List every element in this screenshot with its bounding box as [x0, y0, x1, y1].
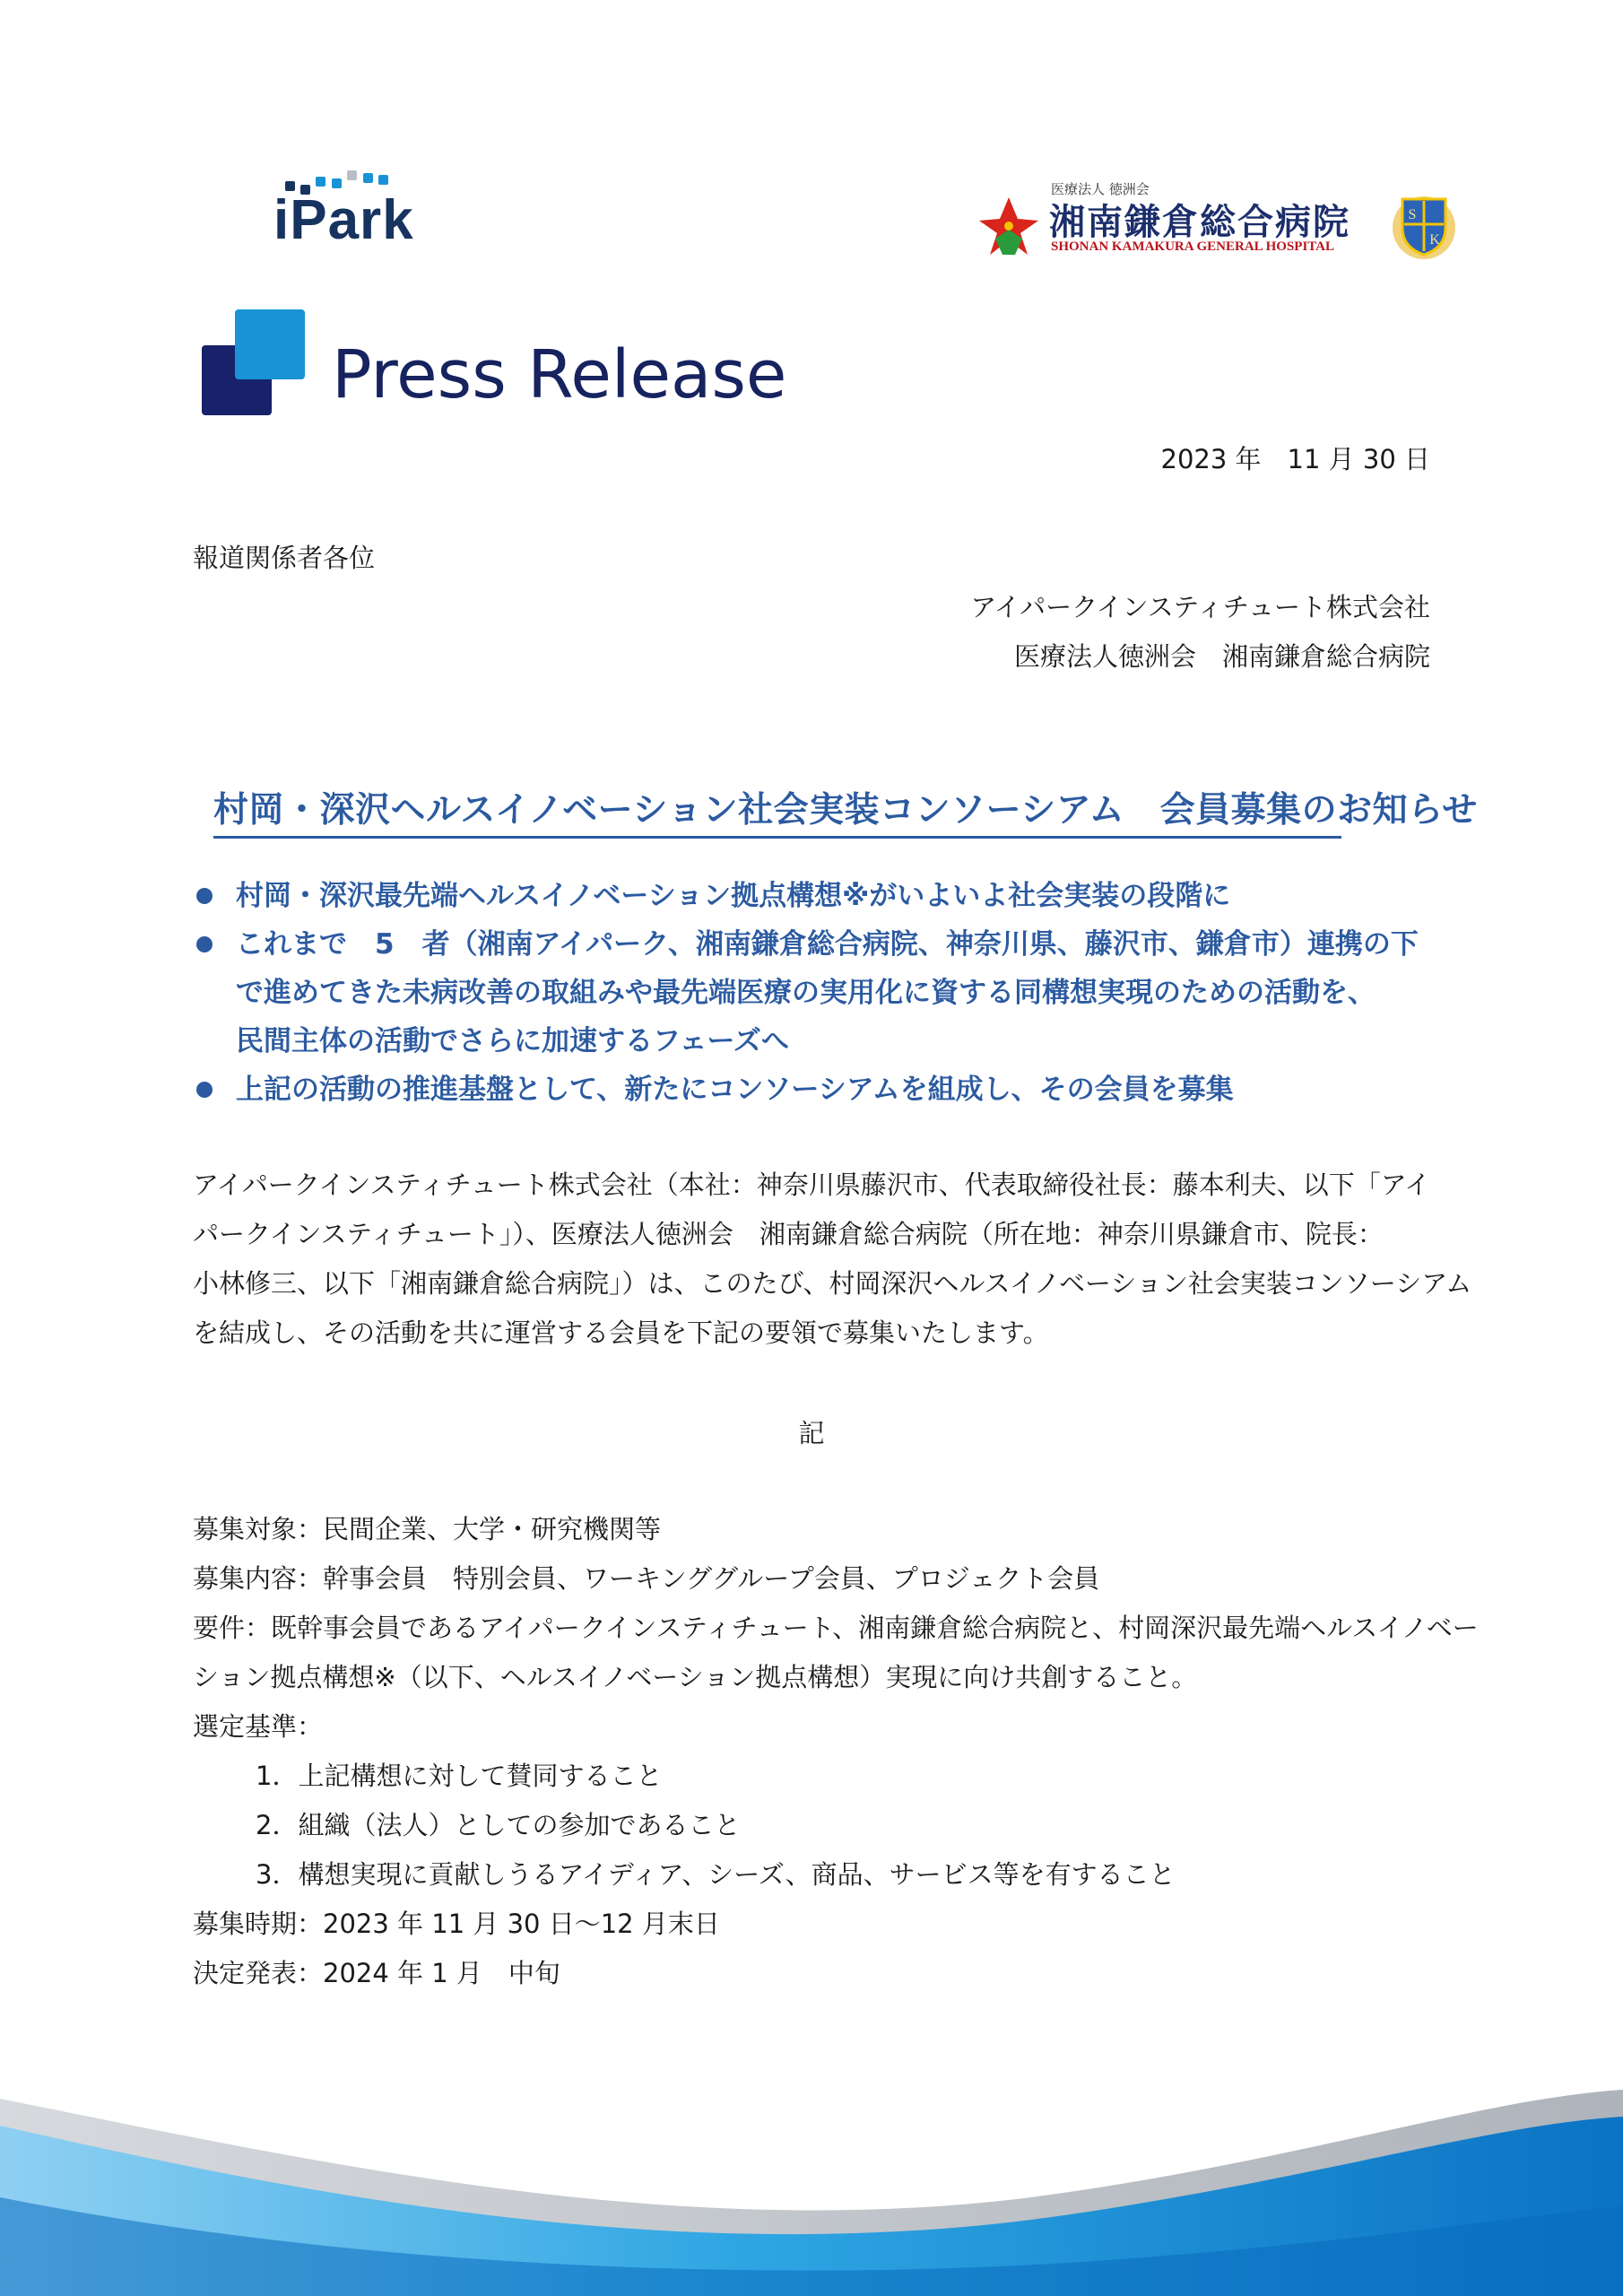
- recruitment-details: [193, 1505, 1479, 1998]
- hospital-crest-icon: [1388, 190, 1460, 262]
- bullet-line: これまで 5 者（湘南アイパーク、湘南鎌倉総合病院、神奈川県、藤沢市、鎌倉市）連携の下: [236, 928, 1419, 961]
- bullet-dot-icon: [196, 936, 213, 952]
- footer-wave-decoration: [0, 2063, 1623, 2296]
- press-release-title: Press Release: [332, 336, 787, 413]
- ipark-logo: [273, 166, 489, 265]
- hospital-name-jp: 湘南鎌倉総合病院: [1049, 201, 1350, 243]
- bullet-item: [193, 920, 1448, 1065]
- bullet-dot-icon: [196, 1082, 213, 1098]
- release-date: 2023 年 11 月 30 日: [1160, 444, 1430, 474]
- detail-requirement-cont: ション拠点構想※（以下、ヘルスイノベーション拠点構想）実現に向け共創すること。: [193, 1662, 1198, 1692]
- crest-letter-s: S: [1408, 207, 1417, 222]
- ipark-logo-text: iPark: [273, 189, 414, 251]
- recipients: 報道関係者各位: [193, 543, 376, 573]
- criteria-item: 1．上記構想に対して賛同すること: [256, 1761, 663, 1791]
- bullet-item: [193, 1065, 1448, 1114]
- hospital-emblem-icon: [977, 194, 1040, 257]
- bullet-item: [193, 872, 1448, 920]
- criteria-item: 3．構想実現に貢献しうるアイディア、シーズ、商品、サービス等を有すること: [256, 1859, 1176, 1890]
- intro-paragraph: [193, 1161, 1472, 1358]
- hospital-logo: [977, 179, 1462, 269]
- bullet-line: 村岡・深沢最先端ヘルスイノベーション拠点構想※がいよいよ社会実装の段階に: [236, 880, 1231, 912]
- intro-line: を結成し、その活動を共に運営する会員を下記の要領で募集いたします。: [193, 1318, 1049, 1348]
- ki-marker: 記: [798, 1418, 825, 1448]
- summary-bullets: [193, 872, 1448, 1114]
- detail-announcement: 決定発表：2024 年 1 月 中旬: [193, 1958, 560, 1988]
- intro-line: 小林修三、以下「湘南鎌倉総合病院」）は、このたび、村岡深沢ヘルスイノベーション社会実装コンソーシアム: [193, 1268, 1472, 1299]
- headline-underline: [213, 836, 1341, 839]
- bullet-line: 上記の活動の推進基盤として、新たにコンソーシアムを組成し、その会員を募集: [236, 1074, 1234, 1106]
- detail-requirement: 要件：既幹事会員であるアイパークインスティチュート、湘南鎌倉総合病院と、村岡深沢最先端ヘルスイノベー: [193, 1613, 1479, 1643]
- crest-letter-k: K: [1429, 232, 1440, 248]
- headline: 村岡・深沢ヘルスイノベーション社会実装コンソーシアム 会員募集のお知らせ: [213, 790, 1478, 831]
- press-release-mark-icon: [202, 309, 305, 417]
- intro-line: アイパークインスティチュート株式会社（本社：神奈川県藤沢市、代表取締役社長：藤本利夫、以下「アイ: [193, 1170, 1431, 1200]
- intro-line: パークインスティチュート」）、医療法人徳洲会 湘南鎌倉総合病院（所在地：神奈川県鎌倉市、院長：: [193, 1219, 1384, 1249]
- hospital-name-en: SHONAN KAMAKURA GENERAL HOSPITAL: [1051, 239, 1335, 254]
- detail-criteria-label: 選定基準：: [193, 1711, 324, 1742]
- criteria-item: 2．組織（法人）としての参加であること: [256, 1810, 741, 1840]
- detail-target: 募集対象：民間企業、大学・研究機関等: [193, 1514, 662, 1544]
- bullet-line: で進めてきた未病改善の取組みや最先端医療の実用化に資する同構想実現のための活動を、: [236, 977, 1376, 1009]
- detail-content: 募集内容：幹事会員 特別会員、ワーキンググループ会員、プロジェクト会員: [193, 1563, 1100, 1594]
- bullet-dot-icon: [196, 888, 213, 904]
- detail-period: 募集時期：2023 年 11 月 30 日～12 月末日: [193, 1909, 720, 1939]
- bullet-line: 民間主体の活動でさらに加速するフェーズへ: [236, 1025, 789, 1057]
- company-ipark: アイパークインスティチュート株式会社: [970, 592, 1430, 622]
- company-hospital: 医療法人徳洲会 湘南鎌倉総合病院: [1013, 641, 1430, 672]
- hospital-org-label: 医療法人 徳洲会: [1051, 181, 1150, 197]
